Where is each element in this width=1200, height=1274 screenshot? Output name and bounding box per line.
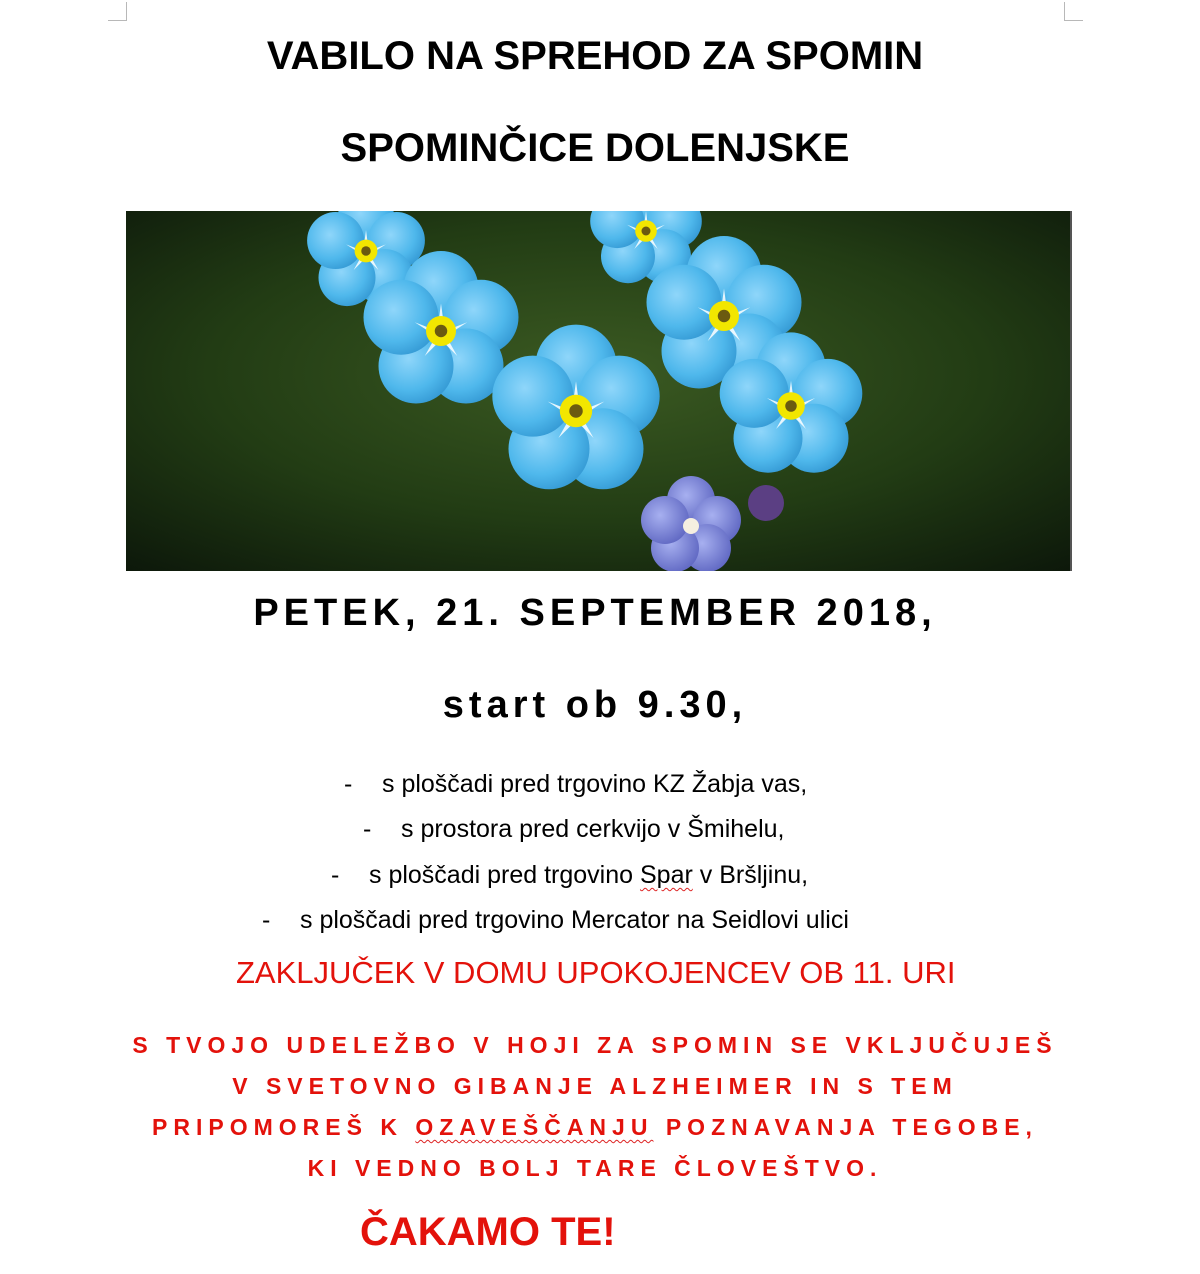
page-corner-mark-left — [108, 2, 127, 21]
location-item — [262, 906, 849, 935]
list-dash: - — [262, 906, 271, 934]
location-text: s ploščadi pred trgovino Mercator na Seidlovi ulici — [300, 906, 849, 934]
event-date: PETEK, 21. SEPTEMBER 2018, — [253, 592, 937, 634]
location-text: s prostora pred cerkvijo v Šmihelu, — [401, 815, 785, 843]
start-time: start ob 9.30, — [442, 684, 748, 726]
forget-me-not-photo — [126, 211, 1072, 571]
location-text: s ploščadi pred trgovino KZ Žabja vas, — [382, 770, 808, 798]
location-item — [344, 770, 807, 799]
title-line-1: VABILO NA SPREHOD ZA SPOMIN — [266, 34, 924, 78]
message-line-3: PRIPOMOREŠ K OZAVEŠČANJU POZNAVANJA TEGOBE, — [152, 1114, 1038, 1140]
location-item — [363, 815, 784, 844]
message-line-1: S TVOJO UDELEŽBO V HOJI ZA SPOMIN SE VKLJUČUJEŠ — [132, 1032, 1058, 1058]
closing-note: ZAKLJUČEK V DOMU UPOKOJENCEV OB 11. URI — [236, 955, 956, 990]
message-line-4: KI VEDNO BOLJ TARE ČLOVEŠTVO. — [307, 1155, 883, 1181]
spellcheck-marked-word: Spar — [639, 861, 693, 889]
list-dash: - — [344, 770, 353, 798]
spellcheck-marked-word: OZAVEŠČANJU — [415, 1114, 654, 1140]
location-text-end: v Bršljinu, — [692, 861, 809, 889]
final-call: ČAKAMO TE! — [360, 1210, 616, 1254]
location-item — [331, 861, 808, 890]
list-dash: - — [331, 861, 340, 889]
location-text: s ploščadi pred trgovino — [369, 861, 640, 889]
list-dash: - — [363, 815, 372, 843]
awareness-message — [0, 1025, 1190, 1189]
message-line-2: V SVETOVNO GIBANJE ALZHEIMER IN S TEM — [232, 1073, 958, 1099]
title-line-2: SPOMINČICE DOLENJSKE — [340, 126, 850, 170]
page-corner-mark-right — [1064, 2, 1083, 21]
